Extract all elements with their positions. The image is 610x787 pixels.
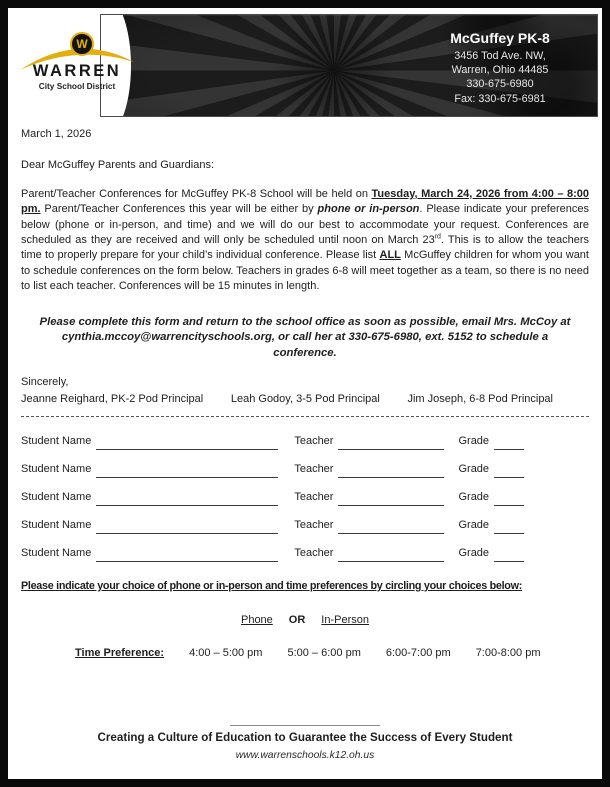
time-preference-label: Time Preference: — [75, 646, 165, 659]
time-option-4: 7:00-8:00 pm — [475, 646, 541, 659]
student-name-blank — [96, 523, 278, 534]
grade-blank — [494, 551, 524, 562]
phone-or-inperson-emphasis: phone or in-person — [317, 203, 420, 216]
time-preference-row — [21, 646, 589, 661]
all-emphasis: ALL — [379, 249, 401, 262]
grade-label: Grade — [458, 435, 490, 448]
grade-label: Grade — [458, 463, 490, 476]
inperson-option: In-Person — [321, 614, 369, 627]
school-phone: 330-675-6980 — [466, 78, 534, 91]
teacher-blank — [338, 551, 444, 562]
grade-blank — [494, 467, 524, 478]
grade-blank — [494, 439, 524, 450]
district-name: WARREN — [32, 62, 122, 80]
student-name-blank — [96, 551, 278, 562]
principal-pk2: Jeanne Reighard, PK-2 Pod Principal — [21, 393, 204, 406]
grade-label: Grade — [458, 519, 490, 532]
phone-inperson-choice-row — [21, 613, 589, 628]
student-name-blank — [96, 467, 278, 478]
paragraph-text: . This is to allow the teachers time to properly prepare for your child’s individual conference. Please list — [21, 234, 589, 262]
paragraph-text: Parent/Teacher Conferences for McGuffey PK-8 School will be held on — [21, 187, 372, 200]
student-name-label: Student Name — [21, 435, 92, 448]
student-name-label: Student Name — [21, 491, 92, 504]
grade-blank — [494, 523, 524, 534]
time-option-3: 6:00-7:00 pm — [385, 646, 451, 659]
w-monogram-icon: W — [70, 32, 94, 56]
letter-content — [8, 8, 602, 764]
teacher-label: Teacher — [294, 463, 334, 476]
footer-rule — [230, 725, 380, 726]
principals-row — [21, 392, 553, 407]
teacher-label: Teacher — [294, 435, 334, 448]
time-option-1: 4:00 – 5:00 pm — [189, 646, 263, 659]
student-name-label: Student Name — [21, 519, 92, 532]
student-row — [21, 465, 589, 478]
letter-date: March 1, 2026 — [21, 128, 92, 140]
school-fax: Fax: 330-675-6981 — [454, 92, 546, 105]
district-website: www.warrenschools.k12.oh.us — [235, 750, 375, 762]
student-row — [21, 549, 589, 562]
paragraph-text: . Please indicate your preferences below (phone or in-person, and time) and we will do our best to accommodate your request. Conferences are scheduled as they are received and will only be scheduled until noon on March 23 — [21, 203, 589, 247]
teacher-blank — [338, 523, 444, 534]
principal-68: Jim Joseph, 6-8 Pod Principal — [407, 393, 553, 406]
student-form-rows — [21, 437, 589, 562]
student-name-label: Student Name — [21, 547, 92, 560]
grade-label: Grade — [458, 491, 490, 504]
greeting: Dear McGuffey Parents and Guardians: — [21, 159, 215, 172]
school-address-line2: Warren, Ohio 44485 — [451, 64, 549, 77]
time-option-2: 5:00 – 6:00 pm — [287, 646, 361, 659]
teacher-label: Teacher — [294, 491, 334, 504]
closing: Sincerely, — [21, 376, 69, 389]
district-logo — [18, 32, 136, 112]
letter-page — [8, 8, 602, 779]
school-address-line1: 3456 Tod Ave. NW, — [454, 50, 546, 62]
conference-datetime: Tuesday, March 24, 2026 from 4:00 – 8:00 pm. — [21, 187, 589, 216]
dashed-separator — [21, 416, 589, 417]
student-name-blank — [96, 439, 278, 450]
student-name-blank — [96, 495, 278, 506]
return-instructions-callout: Please complete this form and return to the school office as soon as possible, email Mrs. McCoy at cynthia.mccoy@warrencityschools.org, or call her at 330-675-6980, ext. 5152 to schedule a conference. — [39, 315, 571, 360]
teacher-label: Teacher — [294, 547, 334, 560]
principal-35: Leah Godoy, 3-5 Pod Principal — [230, 393, 380, 406]
grade-blank — [494, 495, 524, 506]
teacher-blank — [338, 439, 444, 450]
intro-paragraph — [21, 187, 589, 295]
district-subtitle: City School District — [38, 81, 116, 91]
ordinal-suffix: rd — [434, 233, 441, 241]
circling-instruction: Please indicate your choice of phone or in-person and time preferences by circling your choices below: — [21, 579, 522, 592]
student-row — [21, 521, 589, 534]
student-row — [21, 437, 589, 450]
paragraph-text: Parent/Teacher Conferences this year will be either by — [40, 203, 318, 216]
teacher-blank — [338, 495, 444, 506]
grade-label: Grade — [458, 547, 490, 560]
teacher-blank — [338, 467, 444, 478]
teacher-label: Teacher — [294, 519, 334, 532]
school-name: McGuffey PK-8 — [450, 30, 550, 46]
student-row — [21, 493, 589, 506]
phone-option: Phone — [240, 614, 273, 627]
district-motto: Creating a Culture of Education to Guarantee the Success of Every Student — [97, 731, 513, 745]
or-label: OR — [288, 614, 306, 627]
student-name-label: Student Name — [21, 463, 92, 476]
paragraph-text: McGuffey children for whom you want to schedule conferences on the form below. Teachers in grades 6-8 will meet together as a team, so there is no need to list each teacher. Conferences will be 15 minutes in length. — [21, 249, 589, 293]
